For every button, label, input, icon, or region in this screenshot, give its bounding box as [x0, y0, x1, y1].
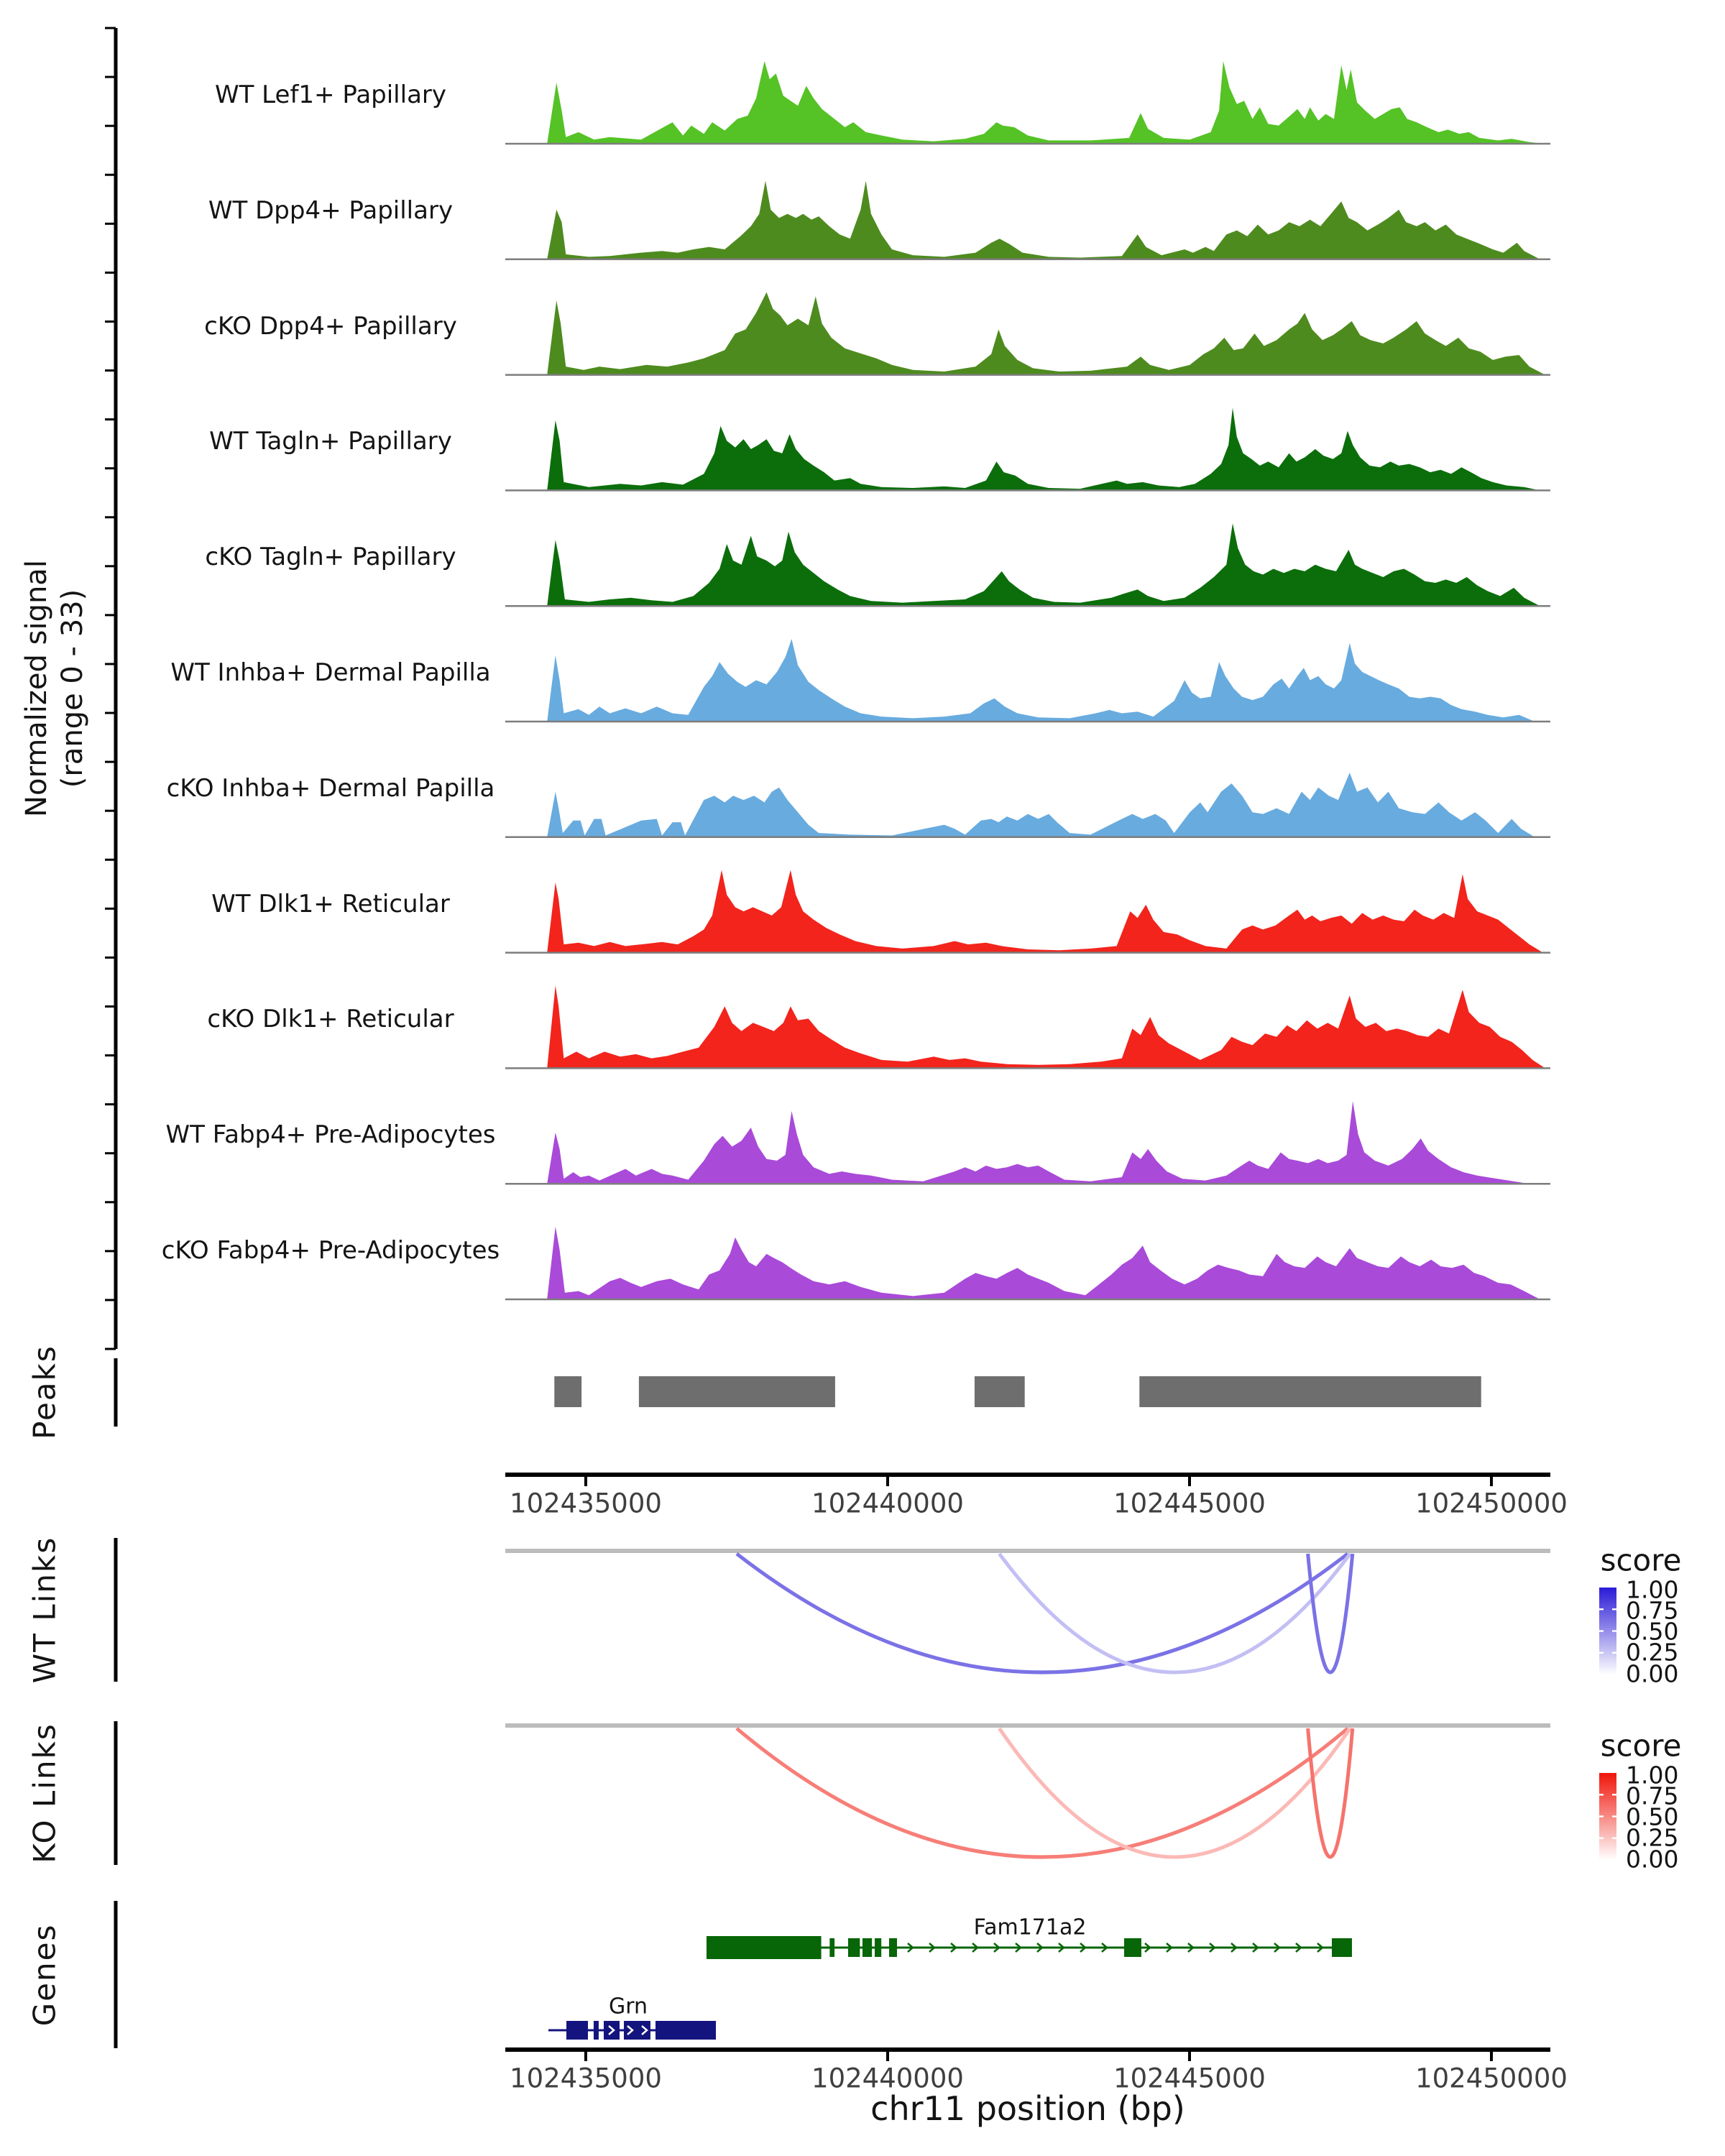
- wt-links-arc-1: [737, 1554, 1348, 1672]
- coverage-track-2: [505, 181, 1550, 259]
- wt-links-legend-tickmark: [1612, 1608, 1616, 1610]
- ko-links-legend-tickmark: [1612, 1815, 1616, 1817]
- peaks-panel-label: Peaks: [27, 1345, 63, 1439]
- gene-exon: [889, 1938, 897, 1957]
- genome-axis-tick-label: 102440000: [811, 2063, 964, 2094]
- gene-exon: [1332, 1938, 1352, 1957]
- x-axis-title: chr11 position (bp): [870, 2089, 1185, 2128]
- track-label-2: WT Dpp4+ Papillary: [208, 195, 454, 225]
- wt-links-legend-tick-label: 0.25: [1626, 1638, 1679, 1667]
- signal-axis-label: [19, 560, 91, 817]
- coverage-track-3: [505, 292, 1550, 375]
- ko-links-legend-tickmark: [1599, 1794, 1604, 1795]
- coverage-track-7: [505, 773, 1550, 837]
- track-label-9: cKO Dlk1+ Reticular: [207, 1005, 454, 1034]
- genome-axis-tick-label: 102450000: [1415, 1488, 1568, 1519]
- gene-exon: [848, 1938, 860, 1957]
- wt-links-legend-tickmark: [1599, 1608, 1604, 1610]
- gene-exon: [656, 2021, 716, 2040]
- ko-links-panel-label: KO Links: [27, 1723, 63, 1864]
- genome-axis-tick-label: 102445000: [1113, 1488, 1266, 1519]
- coverage-track-9: [505, 985, 1550, 1068]
- ko-links-legend-tick-label: 0.00: [1626, 1845, 1679, 1874]
- ko-links-legend-tickmark: [1599, 1815, 1604, 1817]
- track-label-11: cKO Fabp4+ Pre-Adipocytes: [161, 1236, 500, 1265]
- signal-axis-label-line2: (range 0 - 33): [56, 589, 89, 788]
- coverage-track-10: [505, 1101, 1550, 1184]
- peak-region: [554, 1376, 581, 1407]
- genome-axis-tick-label: 102450000: [1415, 2063, 1568, 2094]
- wt-links-legend-tickmark: [1612, 1652, 1616, 1654]
- gene-exon: [829, 1938, 834, 1957]
- track-label-7: cKO Inhba+ Dermal Papilla: [166, 773, 495, 803]
- ko-links-arc-1: [737, 1728, 1348, 1857]
- track-label-10: WT Fabp4+ Pre-Adipocytes: [165, 1120, 496, 1150]
- ko-links-legend-tick-label: 0.75: [1626, 1782, 1679, 1810]
- peak-region: [639, 1376, 835, 1407]
- wt-links-legend-tickmark: [1612, 1630, 1616, 1631]
- peak-region: [1139, 1376, 1481, 1407]
- ko-links-legend-tickmark: [1599, 1838, 1604, 1839]
- genes-panel-label: Genes: [27, 1923, 63, 2027]
- ko-links-legend-tickmark: [1612, 1838, 1616, 1839]
- ko-links-arc-3: [1308, 1728, 1353, 1857]
- gene-exon: [707, 1936, 822, 1959]
- wt-links-legend-tickmark: [1599, 1630, 1604, 1631]
- coverage-track-5: [505, 523, 1550, 606]
- wt-links-legend-tickmark: [1599, 1652, 1604, 1654]
- track-label-1: WT Lef1+ Papillary: [214, 80, 447, 109]
- ko-links-legend-tick-label: 0.50: [1626, 1802, 1679, 1831]
- genome-axis-tick-label: 102445000: [1113, 2063, 1266, 2094]
- coverage-track-8: [505, 870, 1550, 953]
- ko-links-legend-title: score: [1600, 1728, 1682, 1764]
- ko-links-arc-2: [999, 1728, 1350, 1857]
- ko-links-legend-tick-label: 0.25: [1626, 1823, 1679, 1852]
- gene-exon: [875, 1938, 881, 1957]
- track-label-4: WT Tagln+ Papillary: [209, 427, 452, 456]
- coverage-track-4: [505, 407, 1550, 490]
- wt-links-arc-3: [1308, 1554, 1353, 1672]
- gene-exon: [1124, 1938, 1141, 1957]
- ko-links-legend-tick-label: 1.00: [1626, 1761, 1679, 1789]
- signal-axis-label-line1: Normalized signal: [20, 560, 53, 817]
- wt-links-panel-label: WT Links: [27, 1536, 63, 1684]
- genome-axis-tick-label: 102435000: [510, 1488, 662, 1519]
- track-label-8: WT Dlk1+ Reticular: [211, 889, 450, 918]
- gene-exon: [604, 2021, 620, 2040]
- track-label-5: cKO Tagln+ Papillary: [205, 543, 456, 572]
- wt-links-legend-tick-label: 0.75: [1626, 1596, 1679, 1625]
- track-label-3: cKO Dpp4+ Papillary: [204, 311, 457, 341]
- genome-axis-tick-label: 102440000: [811, 1488, 964, 1519]
- peak-region: [975, 1376, 1025, 1407]
- genome-axis-tick-label: 102435000: [510, 2063, 662, 2094]
- ko-links-legend-tickmark: [1612, 1794, 1616, 1795]
- gene-name-Fam171a2: Fam171a2: [973, 1915, 1087, 1940]
- gene-exon: [594, 2021, 599, 2040]
- gene-exon: [862, 1938, 872, 1957]
- wt-links-legend-title: score: [1600, 1542, 1682, 1578]
- coverage-track-1: [505, 61, 1550, 144]
- coverage-track-11: [505, 1227, 1550, 1299]
- wt-links-legend-tick-label: 1.00: [1626, 1575, 1679, 1604]
- wt-links-legend-tick-label: 0.00: [1626, 1659, 1679, 1688]
- gene-exon: [566, 2021, 588, 2040]
- wt-links-legend-tick-label: 0.50: [1626, 1617, 1679, 1646]
- wt-links-arc-2: [999, 1554, 1350, 1672]
- track-label-6: WT Inhba+ Dermal Papilla: [170, 658, 491, 687]
- coverage-track-6: [505, 639, 1550, 722]
- gene-name-Grn: Grn: [608, 1994, 648, 2019]
